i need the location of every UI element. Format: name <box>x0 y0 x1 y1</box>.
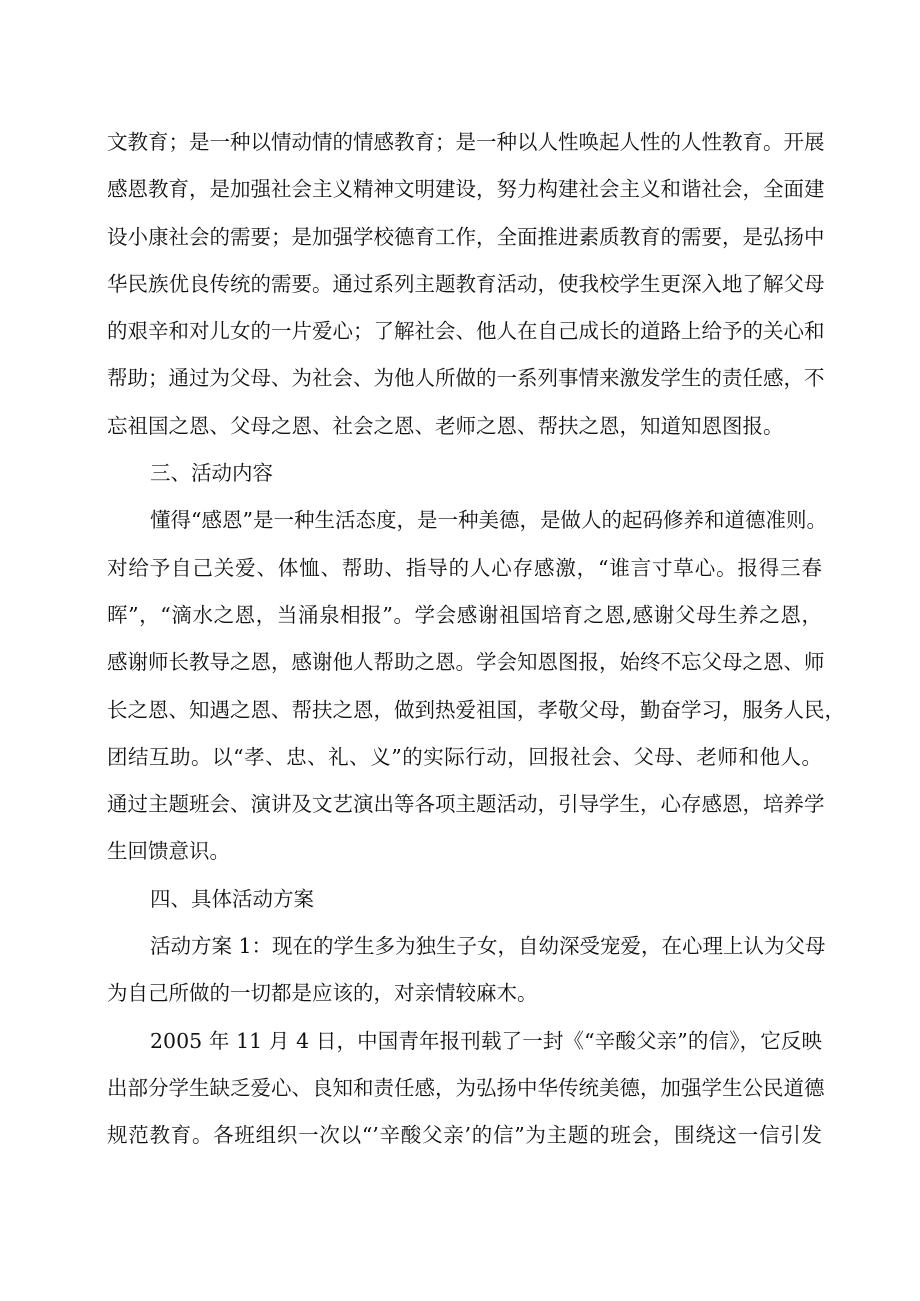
paragraph <box>107 497 845 875</box>
text-line: 活动方案 1：现在的学生多为独生子女，自幼深受宠爱，在心理上认为父母 <box>150 934 826 959</box>
text-line: 感恩教育，是加强社会主义精神文明建设，努力构建社会主义和谐社会，全面建 <box>107 177 825 202</box>
text-line: 长之恩、知遇之恩、帮扶之恩，做到热爱祖国，孝敬父母，勤奋学习，服务人民， <box>107 697 845 722</box>
text-line: 2005 年 11 月 4 日，中国青年报刊载了一封《“辛酸父亲”的信》，它反映 <box>150 1028 822 1053</box>
text-line: 设小康社会的需要；是加强学校德育工作，全面推进素质教育的需要，是弘扬中 <box>107 224 825 249</box>
text-line: 懂得“感恩”是一种生活态度，是一种美德，是做人的起码修养和道德准则。 <box>150 508 827 533</box>
text-line: 对给予自己关爱、体恤、帮助、指导的人心存感激，“谁言寸草心。报得三春 <box>107 555 822 580</box>
text-line: 晖”，“滴水之恩，当涌泉相报”。学会感谢祖国培育之恩,感谢父母生养之恩， <box>107 602 822 627</box>
text-line: 三、活动内容 <box>150 461 273 486</box>
text-line: 华民族优良传统的需要。通过系列主题教育活动，使我校学生更深入地了解父母 <box>107 271 825 296</box>
text-line: 帮助；通过为父母、为社会、为他人所做的一系列事情来激发学生的责任感，不 <box>107 366 825 391</box>
text-line: 为自己所做的一切都是应该的，对亲情较麻木。 <box>107 981 538 1006</box>
document-page <box>107 119 845 1160</box>
text-line: 规范教育。各班组织一次以“’辛酸父亲’的信”为主题的班会，围绕这一信引发 <box>107 1123 822 1148</box>
paragraph <box>107 119 825 450</box>
section-heading <box>107 450 822 497</box>
paragraph <box>107 923 826 1018</box>
text-line: 四、具体活动方案 <box>150 886 314 911</box>
text-line: 文教育；是一种以情动情的情感教育；是一种以人性唤起人性的人性教育。开展 <box>107 130 825 154</box>
text-line: 忘祖国之恩、父母之恩、社会之恩、老师之恩、帮扶之恩，知道知恩图报。 <box>107 413 784 438</box>
text-line: 通过主题班会、演讲及文艺演出等各项主题活动，引导学生，心存感恩，培养学 <box>107 792 825 817</box>
text-line: 生回馈意识。 <box>107 839 230 864</box>
section-heading <box>107 876 822 923</box>
paragraph <box>107 1018 825 1160</box>
text-line: 的艰辛和对儿女的一片爱心；了解社会、他人在自己成长的道路上给予的关心和 <box>107 319 825 344</box>
text-line: 团结互助。以“孝、忠、礼、义”的实际行动，回报社会、父母、老师和他人。 <box>107 744 822 769</box>
text-line: 感谢师长教导之恩，感谢他人帮助之恩。学会知恩图报，始终不忘父母之恩、师 <box>107 650 825 675</box>
text-line: 出部分学生缺乏爱心、良知和责任感，为弘扬中华传统美德，加强学生公民道德 <box>107 1075 825 1100</box>
